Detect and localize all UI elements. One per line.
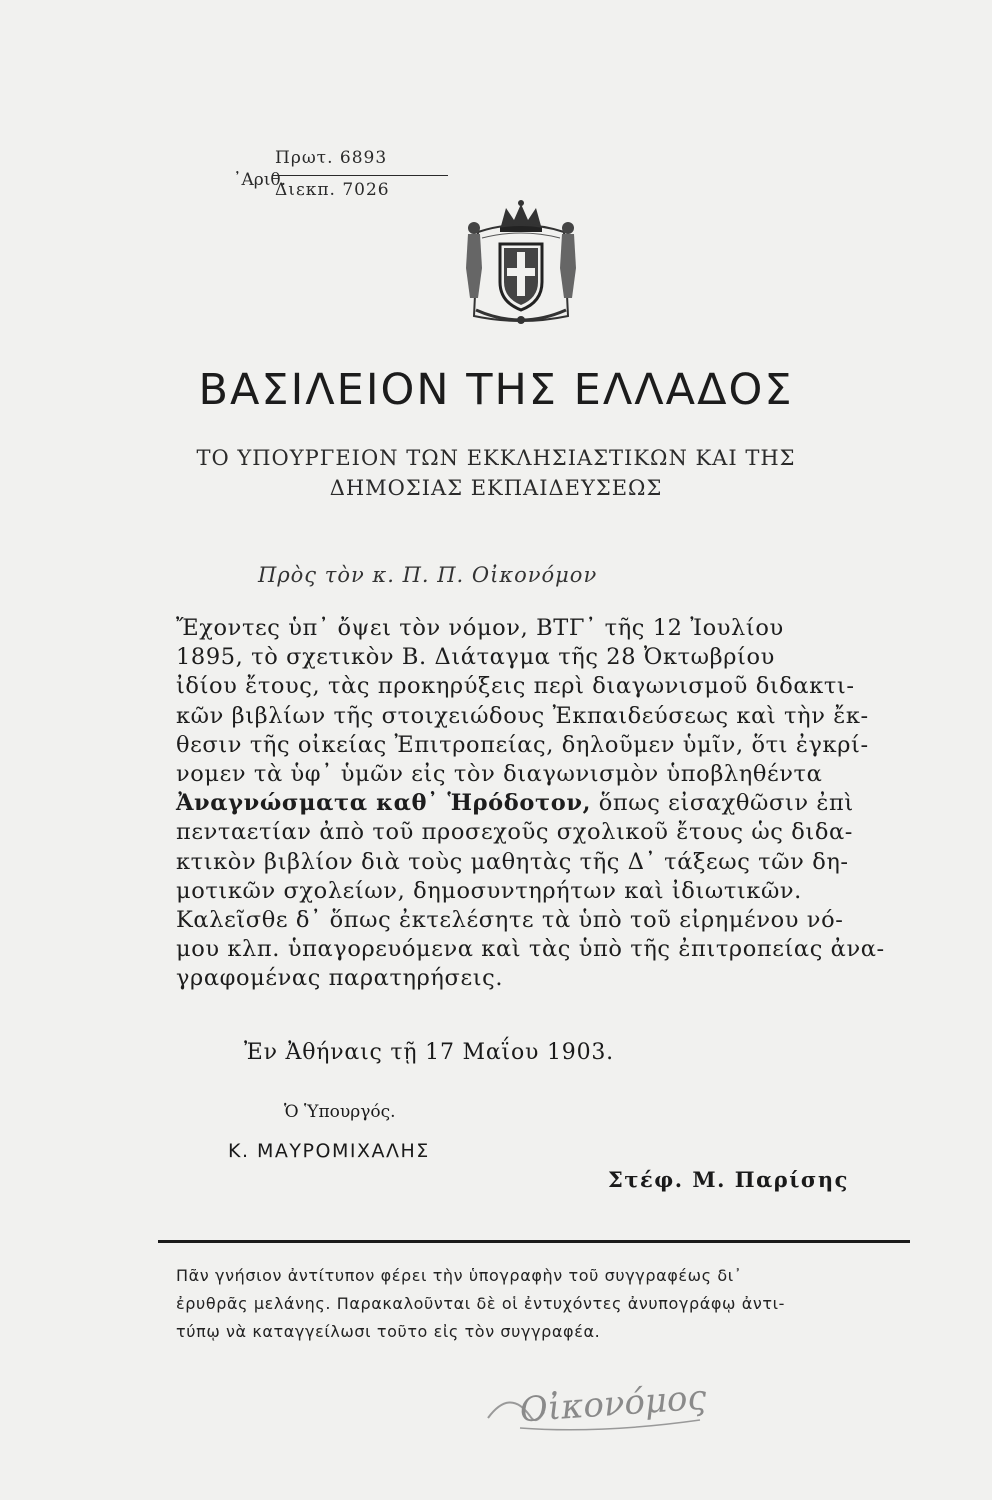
handwritten-signature — [480, 1368, 730, 1448]
signature-text: Οἰκονόμος — [518, 1377, 708, 1431]
body-line — [176, 789, 916, 818]
body-line: κῶν βιβλίων τῆς στοιχειώδους Ἐκπαιδεύσεως καὶ τὴν ἔκ- — [176, 702, 869, 729]
page-title: ΒΑΣΙΛΕΙΟΝ ΤΗΣ ΕΛΛΑΔΟΣ — [198, 365, 794, 415]
body-line: ἰδίου ἔτους, τὰς προκηρύξεις περὶ διαγωνισμοῦ διδακτι- — [176, 673, 855, 700]
footnote-line: ἐρυθρᾶς μελάνης. Παρακαλοῦνται δὲ οἱ ἐντυχόντες ἀνυπογράφῳ ἀντι- — [176, 1294, 786, 1313]
body-line: θεσιν τῆς οἰκείας Ἐπιτροπείας, δηλοῦμεν ὑμῖν, ὅτι ἐγκρί- — [176, 731, 869, 758]
body-line: μοτικῶν σχολείων, δημοσυντηρήτων καὶ ἰδιωτικῶν. — [176, 877, 802, 904]
ministry-heading — [0, 443, 992, 503]
footnote — [176, 1262, 916, 1346]
footnote-line: τύπῳ νὰ καταγγείλωσι τοῦτο εἰς τὸν συγγραφέα. — [176, 1322, 601, 1341]
ministry-line-2: ΔΗΜΟΣΙΑΣ ΕΚΠΑΙΔΕΥΣΕΩΣ — [329, 476, 663, 500]
body-line-rest: ὅπως εἰσαχθῶσιν ἐπὶ — [591, 790, 854, 817]
reference-divider — [273, 175, 448, 176]
reference-label: ᾿Αριθ. — [233, 170, 287, 190]
letter-body — [176, 614, 916, 994]
body-line: 1895, τὸ σχετικὸν Β. Διάταγμα τῆς 28 Ὀκτωβρίου — [176, 644, 775, 671]
body-line: γραφομένας παρατηρήσεις. — [176, 965, 504, 992]
body-line: κτικὸν βιβλίον διὰ τοὺς μαθητὰς τῆς Δ᾿ τάξεως τῶν δη- — [176, 848, 849, 875]
minister-label: Ὁ Ὑπουργός. — [284, 1102, 396, 1122]
body-line: μου κλπ. ὑπαγορευόμενα καὶ τὰς ὑπὸ τῆς ἐπιτροπείας ἀνα- — [176, 936, 885, 963]
ministry-line-1: ΤΟ ΥΠΟΥΡΓΕΙΟΝ ΤΩΝ ΕΚΚΛΗΣΙΑΣΤΙΚΩΝ ΚΑΙ ΤΗΣ — [196, 446, 796, 470]
body-line: πενταετίαν ἀπὸ τοῦ προσεχοῦς σχολικοῦ ἔτους ὡς διδα- — [176, 819, 853, 846]
dispatch-number: Διεκπ. 7026 — [275, 180, 390, 200]
publisher-name: Στέφ. Μ. Παρίσης — [608, 1167, 849, 1192]
minister-name: Κ. ΜΑΥΡΟΜΙΧΑΛΗΣ — [228, 1140, 430, 1162]
protocol-number: Πρωτ. 6893 — [275, 148, 388, 168]
footnote-line: Πᾶν γνήσιον ἀντίτυπον φέρει τὴν ὑπογραφὴν τοῦ συγγραφέως δι᾿ — [176, 1266, 743, 1285]
footnote-divider — [158, 1240, 910, 1243]
coat-of-arms-icon — [456, 198, 586, 330]
body-line: νομεν τὰ ὑφ᾿ ὑμῶν εἰς τὸν διαγωνισμὸν ὑποβληθέντα — [176, 761, 823, 788]
book-title: Ἀναγνώσματα καθ᾿ Ἡρόδοτον, — [176, 790, 591, 817]
date-line: Ἐν Ἀθήναις τῇ 17 Μαΐου 1903. — [244, 1040, 614, 1065]
addressee: Πρὸς τὸν κ. Π. Π. Οἰκονόμον — [258, 563, 598, 587]
body-line: Καλεῖσθε δ᾿ ὅπως ἐκτελέσητε τὰ ὑπὸ τοῦ εἰρημένου νό- — [176, 907, 844, 934]
body-line: Ἔχοντες ὑπ᾿ ὄψει τὸν νόμον, ΒΤΓ᾿ τῆς 12 Ἰουλίου — [176, 615, 784, 641]
